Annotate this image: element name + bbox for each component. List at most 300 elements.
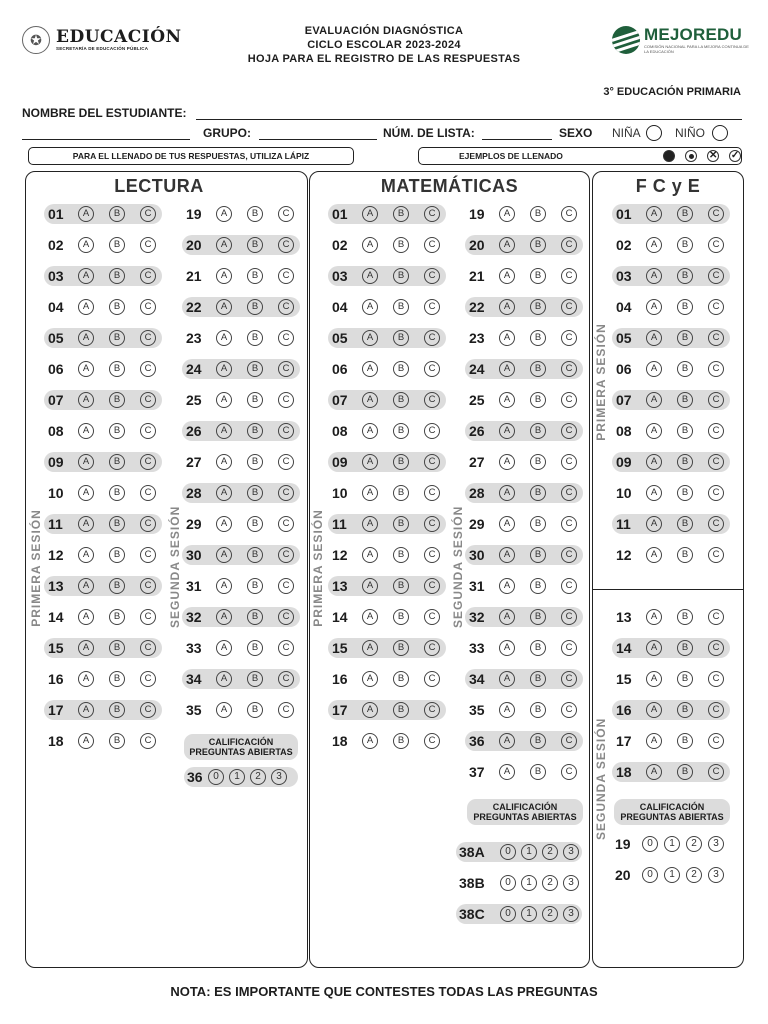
option-c-bubble[interactable]: C (278, 516, 294, 532)
option-c-bubble[interactable]: C (278, 361, 294, 377)
option-b-bubble[interactable]: B (393, 702, 409, 718)
option-b-bubble[interactable]: B (247, 237, 263, 253)
option-a-bubble[interactable]: A (78, 733, 94, 749)
option-a-bubble[interactable]: A (646, 733, 662, 749)
option-b-bubble[interactable]: B (247, 516, 263, 532)
option-c-bubble[interactable]: C (561, 423, 577, 439)
option-b-bubble[interactable]: B (393, 330, 409, 346)
option-c-bubble[interactable]: C (278, 237, 294, 253)
option-c-bubble[interactable]: C (708, 206, 724, 222)
option-c-bubble[interactable]: C (561, 764, 577, 780)
option-b-bubble[interactable]: B (530, 516, 546, 532)
option-a-bubble[interactable]: A (499, 640, 515, 656)
option-c-bubble[interactable]: C (708, 268, 724, 284)
option-b-bubble[interactable]: B (530, 671, 546, 687)
option-a-bubble[interactable]: A (499, 733, 515, 749)
score-0-bubble[interactable]: 0 (642, 867, 658, 883)
score-2-bubble[interactable]: 2 (250, 769, 266, 785)
score-0-bubble[interactable]: 0 (500, 844, 516, 860)
option-a-bubble[interactable]: A (216, 547, 232, 563)
sex-option-nina-bubble[interactable] (646, 125, 662, 141)
option-c-bubble[interactable]: C (424, 578, 440, 594)
option-a-bubble[interactable]: A (216, 206, 232, 222)
option-c-bubble[interactable]: C (424, 361, 440, 377)
option-c-bubble[interactable]: C (424, 671, 440, 687)
option-c-bubble[interactable]: C (424, 733, 440, 749)
option-c-bubble[interactable]: C (708, 485, 724, 501)
option-a-bubble[interactable]: A (499, 485, 515, 501)
option-b-bubble[interactable]: B (530, 423, 546, 439)
option-c-bubble[interactable]: C (561, 361, 577, 377)
option-c-bubble[interactable]: C (708, 237, 724, 253)
option-b-bubble[interactable]: B (677, 547, 693, 563)
option-a-bubble[interactable]: A (78, 206, 94, 222)
option-b-bubble[interactable]: B (530, 702, 546, 718)
option-b-bubble[interactable]: B (530, 485, 546, 501)
option-b-bubble[interactable]: B (393, 361, 409, 377)
option-b-bubble[interactable]: B (677, 671, 693, 687)
option-c-bubble[interactable]: C (561, 733, 577, 749)
option-b-bubble[interactable]: B (247, 702, 263, 718)
option-c-bubble[interactable]: C (424, 423, 440, 439)
option-b-bubble[interactable]: B (677, 702, 693, 718)
option-b-bubble[interactable]: B (247, 547, 263, 563)
option-c-bubble[interactable]: C (278, 299, 294, 315)
option-c-bubble[interactable]: C (278, 640, 294, 656)
option-b-bubble[interactable]: B (677, 392, 693, 408)
score-1-bubble[interactable]: 1 (521, 906, 537, 922)
option-c-bubble[interactable]: C (561, 516, 577, 532)
option-a-bubble[interactable]: A (78, 423, 94, 439)
option-b-bubble[interactable]: B (393, 640, 409, 656)
option-c-bubble[interactable]: C (561, 237, 577, 253)
option-a-bubble[interactable]: A (499, 330, 515, 346)
option-c-bubble[interactable]: C (278, 609, 294, 625)
option-b-bubble[interactable]: B (677, 764, 693, 780)
option-a-bubble[interactable]: A (646, 609, 662, 625)
option-a-bubble[interactable]: A (646, 671, 662, 687)
option-a-bubble[interactable]: A (499, 454, 515, 470)
option-a-bubble[interactable]: A (499, 516, 515, 532)
option-b-bubble[interactable]: B (109, 361, 125, 377)
option-c-bubble[interactable]: C (140, 423, 156, 439)
option-b-bubble[interactable]: B (677, 361, 693, 377)
option-a-bubble[interactable]: A (499, 206, 515, 222)
option-b-bubble[interactable]: B (247, 578, 263, 594)
score-1-bubble[interactable]: 1 (521, 844, 537, 860)
option-b-bubble[interactable]: B (677, 206, 693, 222)
option-a-bubble[interactable]: A (216, 640, 232, 656)
option-b-bubble[interactable]: B (677, 609, 693, 625)
option-c-bubble[interactable]: C (708, 423, 724, 439)
option-a-bubble[interactable]: A (78, 237, 94, 253)
option-b-bubble[interactable]: B (109, 516, 125, 532)
option-c-bubble[interactable]: C (708, 330, 724, 346)
option-c-bubble[interactable]: C (708, 454, 724, 470)
score-2-bubble[interactable]: 2 (542, 844, 558, 860)
score-2-bubble[interactable]: 2 (686, 836, 702, 852)
option-a-bubble[interactable]: A (78, 702, 94, 718)
score-2-bubble[interactable]: 2 (542, 906, 558, 922)
option-c-bubble[interactable]: C (140, 454, 156, 470)
option-a-bubble[interactable]: A (646, 640, 662, 656)
option-b-bubble[interactable]: B (677, 237, 693, 253)
option-a-bubble[interactable]: A (362, 392, 378, 408)
option-a-bubble[interactable]: A (362, 299, 378, 315)
option-a-bubble[interactable]: A (646, 268, 662, 284)
option-a-bubble[interactable]: A (362, 361, 378, 377)
option-b-bubble[interactable]: B (109, 733, 125, 749)
option-b-bubble[interactable]: B (677, 423, 693, 439)
score-3-bubble[interactable]: 3 (563, 844, 579, 860)
option-c-bubble[interactable]: C (561, 454, 577, 470)
option-c-bubble[interactable]: C (424, 206, 440, 222)
option-b-bubble[interactable]: B (393, 578, 409, 594)
score-1-bubble[interactable]: 1 (521, 875, 537, 891)
option-b-bubble[interactable]: B (530, 454, 546, 470)
option-c-bubble[interactable]: C (140, 361, 156, 377)
option-a-bubble[interactable]: A (216, 702, 232, 718)
option-a-bubble[interactable]: A (362, 671, 378, 687)
option-a-bubble[interactable]: A (646, 361, 662, 377)
option-c-bubble[interactable]: C (140, 640, 156, 656)
option-a-bubble[interactable]: A (216, 299, 232, 315)
option-a-bubble[interactable]: A (646, 764, 662, 780)
option-c-bubble[interactable]: C (708, 733, 724, 749)
option-a-bubble[interactable]: A (646, 423, 662, 439)
option-a-bubble[interactable]: A (216, 392, 232, 408)
option-c-bubble[interactable]: C (708, 640, 724, 656)
option-b-bubble[interactable]: B (530, 330, 546, 346)
option-b-bubble[interactable]: B (393, 237, 409, 253)
option-a-bubble[interactable]: A (499, 361, 515, 377)
option-a-bubble[interactable]: A (646, 330, 662, 346)
option-c-bubble[interactable]: C (424, 485, 440, 501)
option-c-bubble[interactable]: C (140, 578, 156, 594)
option-a-bubble[interactable]: A (362, 578, 378, 594)
option-a-bubble[interactable]: A (646, 299, 662, 315)
option-c-bubble[interactable]: C (140, 609, 156, 625)
list-number-field[interactable] (482, 139, 552, 140)
option-a-bubble[interactable]: A (362, 516, 378, 532)
option-c-bubble[interactable]: C (140, 299, 156, 315)
score-3-bubble[interactable]: 3 (708, 867, 724, 883)
option-a-bubble[interactable]: A (216, 454, 232, 470)
option-b-bubble[interactable]: B (530, 578, 546, 594)
option-b-bubble[interactable]: B (530, 733, 546, 749)
option-a-bubble[interactable]: A (362, 485, 378, 501)
option-b-bubble[interactable]: B (247, 361, 263, 377)
option-b-bubble[interactable]: B (109, 237, 125, 253)
option-b-bubble[interactable]: B (393, 547, 409, 563)
option-a-bubble[interactable]: A (362, 268, 378, 284)
option-a-bubble[interactable]: A (216, 361, 232, 377)
option-c-bubble[interactable]: C (278, 578, 294, 594)
option-c-bubble[interactable]: C (708, 361, 724, 377)
option-c-bubble[interactable]: C (424, 547, 440, 563)
option-c-bubble[interactable]: C (708, 702, 724, 718)
option-b-bubble[interactable]: B (247, 330, 263, 346)
option-a-bubble[interactable]: A (78, 671, 94, 687)
option-b-bubble[interactable]: B (393, 268, 409, 284)
option-b-bubble[interactable]: B (109, 392, 125, 408)
option-b-bubble[interactable]: B (109, 299, 125, 315)
option-b-bubble[interactable]: B (677, 640, 693, 656)
option-b-bubble[interactable]: B (530, 206, 546, 222)
option-c-bubble[interactable]: C (278, 671, 294, 687)
option-b-bubble[interactable]: B (530, 299, 546, 315)
option-c-bubble[interactable]: C (140, 330, 156, 346)
option-c-bubble[interactable]: C (278, 547, 294, 563)
option-b-bubble[interactable]: B (677, 516, 693, 532)
option-a-bubble[interactable]: A (216, 671, 232, 687)
option-b-bubble[interactable]: B (247, 268, 263, 284)
option-a-bubble[interactable]: A (499, 423, 515, 439)
option-c-bubble[interactable]: C (561, 392, 577, 408)
score-2-bubble[interactable]: 2 (686, 867, 702, 883)
option-a-bubble[interactable]: A (216, 516, 232, 532)
score-3-bubble[interactable]: 3 (271, 769, 287, 785)
option-b-bubble[interactable]: B (247, 392, 263, 408)
option-c-bubble[interactable]: C (424, 454, 440, 470)
option-c-bubble[interactable]: C (278, 702, 294, 718)
option-c-bubble[interactable]: C (278, 485, 294, 501)
option-a-bubble[interactable]: A (362, 640, 378, 656)
option-a-bubble[interactable]: A (499, 237, 515, 253)
option-a-bubble[interactable]: A (499, 547, 515, 563)
option-b-bubble[interactable]: B (677, 268, 693, 284)
score-3-bubble[interactable]: 3 (708, 836, 724, 852)
option-a-bubble[interactable]: A (646, 237, 662, 253)
score-1-bubble[interactable]: 1 (229, 769, 245, 785)
option-b-bubble[interactable]: B (530, 640, 546, 656)
option-a-bubble[interactable]: A (216, 237, 232, 253)
option-a-bubble[interactable]: A (499, 764, 515, 780)
option-a-bubble[interactable]: A (499, 609, 515, 625)
option-a-bubble[interactable]: A (646, 206, 662, 222)
option-a-bubble[interactable]: A (78, 485, 94, 501)
option-b-bubble[interactable]: B (393, 299, 409, 315)
score-0-bubble[interactable]: 0 (642, 836, 658, 852)
option-b-bubble[interactable]: B (393, 392, 409, 408)
option-a-bubble[interactable]: A (362, 206, 378, 222)
option-a-bubble[interactable]: A (646, 392, 662, 408)
option-c-bubble[interactable]: C (708, 764, 724, 780)
option-c-bubble[interactable]: C (561, 609, 577, 625)
option-b-bubble[interactable]: B (393, 206, 409, 222)
option-a-bubble[interactable]: A (646, 547, 662, 563)
option-c-bubble[interactable]: C (424, 609, 440, 625)
option-b-bubble[interactable]: B (247, 640, 263, 656)
option-c-bubble[interactable]: C (561, 206, 577, 222)
option-c-bubble[interactable]: C (561, 702, 577, 718)
option-b-bubble[interactable]: B (109, 454, 125, 470)
option-b-bubble[interactable]: B (677, 733, 693, 749)
option-a-bubble[interactable]: A (78, 454, 94, 470)
option-c-bubble[interactable]: C (140, 702, 156, 718)
option-b-bubble[interactable]: B (393, 423, 409, 439)
option-b-bubble[interactable]: B (109, 547, 125, 563)
option-c-bubble[interactable]: C (140, 516, 156, 532)
option-c-bubble[interactable]: C (708, 671, 724, 687)
option-b-bubble[interactable]: B (393, 733, 409, 749)
option-a-bubble[interactable]: A (216, 268, 232, 284)
option-a-bubble[interactable]: A (78, 609, 94, 625)
option-a-bubble[interactable]: A (362, 547, 378, 563)
option-b-bubble[interactable]: B (530, 764, 546, 780)
option-c-bubble[interactable]: C (561, 578, 577, 594)
option-b-bubble[interactable]: B (530, 609, 546, 625)
option-c-bubble[interactable]: C (424, 640, 440, 656)
option-a-bubble[interactable]: A (78, 640, 94, 656)
score-1-bubble[interactable]: 1 (664, 867, 680, 883)
option-c-bubble[interactable]: C (424, 268, 440, 284)
option-b-bubble[interactable]: B (393, 609, 409, 625)
option-c-bubble[interactable]: C (278, 392, 294, 408)
option-b-bubble[interactable]: B (109, 671, 125, 687)
option-a-bubble[interactable]: A (499, 268, 515, 284)
option-b-bubble[interactable]: B (247, 423, 263, 439)
option-a-bubble[interactable]: A (646, 516, 662, 532)
option-b-bubble[interactable]: B (677, 454, 693, 470)
option-b-bubble[interactable]: B (109, 609, 125, 625)
option-a-bubble[interactable]: A (78, 361, 94, 377)
option-c-bubble[interactable]: C (708, 392, 724, 408)
option-a-bubble[interactable]: A (362, 609, 378, 625)
option-a-bubble[interactable]: A (78, 299, 94, 315)
option-b-bubble[interactable]: B (109, 268, 125, 284)
option-a-bubble[interactable]: A (362, 423, 378, 439)
option-b-bubble[interactable]: B (393, 516, 409, 532)
option-b-bubble[interactable]: B (109, 206, 125, 222)
option-a-bubble[interactable]: A (362, 702, 378, 718)
option-a-bubble[interactable]: A (646, 454, 662, 470)
option-c-bubble[interactable]: C (140, 485, 156, 501)
option-b-bubble[interactable]: B (247, 299, 263, 315)
option-a-bubble[interactable]: A (362, 733, 378, 749)
option-a-bubble[interactable]: A (362, 454, 378, 470)
option-b-bubble[interactable]: B (109, 423, 125, 439)
option-c-bubble[interactable]: C (140, 392, 156, 408)
option-b-bubble[interactable]: B (109, 578, 125, 594)
option-b-bubble[interactable]: B (109, 702, 125, 718)
option-a-bubble[interactable]: A (78, 547, 94, 563)
option-b-bubble[interactable]: B (247, 485, 263, 501)
option-a-bubble[interactable]: A (499, 392, 515, 408)
option-c-bubble[interactable]: C (140, 237, 156, 253)
option-c-bubble[interactable]: C (424, 392, 440, 408)
option-b-bubble[interactable]: B (530, 361, 546, 377)
option-c-bubble[interactable]: C (561, 547, 577, 563)
option-b-bubble[interactable]: B (393, 671, 409, 687)
option-b-bubble[interactable]: B (247, 454, 263, 470)
option-a-bubble[interactable]: A (499, 671, 515, 687)
option-c-bubble[interactable]: C (424, 330, 440, 346)
option-b-bubble[interactable]: B (109, 485, 125, 501)
sex-option-nino-bubble[interactable] (712, 125, 728, 141)
option-c-bubble[interactable]: C (708, 547, 724, 563)
option-a-bubble[interactable]: A (499, 702, 515, 718)
option-c-bubble[interactable]: C (561, 268, 577, 284)
student-name-field[interactable] (196, 119, 742, 120)
option-c-bubble[interactable]: C (561, 485, 577, 501)
option-a-bubble[interactable]: A (216, 485, 232, 501)
option-b-bubble[interactable]: B (393, 485, 409, 501)
option-c-bubble[interactable]: C (708, 299, 724, 315)
score-0-bubble[interactable]: 0 (208, 769, 224, 785)
student-name-field-continued[interactable] (22, 139, 190, 140)
option-a-bubble[interactable]: A (216, 423, 232, 439)
option-c-bubble[interactable]: C (424, 237, 440, 253)
option-c-bubble[interactable]: C (278, 454, 294, 470)
option-a-bubble[interactable]: A (362, 237, 378, 253)
option-a-bubble[interactable]: A (78, 578, 94, 594)
option-c-bubble[interactable]: C (424, 299, 440, 315)
option-b-bubble[interactable]: B (530, 268, 546, 284)
option-c-bubble[interactable]: C (708, 516, 724, 532)
option-c-bubble[interactable]: C (561, 640, 577, 656)
option-b-bubble[interactable]: B (677, 485, 693, 501)
option-b-bubble[interactable]: B (247, 206, 263, 222)
option-c-bubble[interactable]: C (708, 609, 724, 625)
option-b-bubble[interactable]: B (393, 454, 409, 470)
score-1-bubble[interactable]: 1 (664, 836, 680, 852)
option-b-bubble[interactable]: B (530, 392, 546, 408)
score-0-bubble[interactable]: 0 (500, 906, 516, 922)
option-c-bubble[interactable]: C (140, 547, 156, 563)
option-a-bubble[interactable]: A (216, 330, 232, 346)
option-b-bubble[interactable]: B (247, 671, 263, 687)
option-c-bubble[interactable]: C (424, 702, 440, 718)
score-2-bubble[interactable]: 2 (542, 875, 558, 891)
option-a-bubble[interactable]: A (78, 392, 94, 408)
option-c-bubble[interactable]: C (561, 671, 577, 687)
option-c-bubble[interactable]: C (561, 299, 577, 315)
option-a-bubble[interactable]: A (216, 578, 232, 594)
option-b-bubble[interactable]: B (247, 609, 263, 625)
score-3-bubble[interactable]: 3 (563, 906, 579, 922)
option-b-bubble[interactable]: B (109, 640, 125, 656)
option-c-bubble[interactable]: C (140, 206, 156, 222)
option-a-bubble[interactable]: A (499, 578, 515, 594)
option-a-bubble[interactable]: A (78, 330, 94, 346)
option-c-bubble[interactable]: C (140, 733, 156, 749)
option-c-bubble[interactable]: C (140, 268, 156, 284)
group-field[interactable] (259, 139, 377, 140)
option-a-bubble[interactable]: A (362, 330, 378, 346)
option-a-bubble[interactable]: A (646, 485, 662, 501)
option-a-bubble[interactable]: A (499, 299, 515, 315)
option-c-bubble[interactable]: C (278, 268, 294, 284)
option-a-bubble[interactable]: A (216, 609, 232, 625)
option-c-bubble[interactable]: C (424, 516, 440, 532)
option-b-bubble[interactable]: B (530, 237, 546, 253)
score-3-bubble[interactable]: 3 (563, 875, 579, 891)
option-c-bubble[interactable]: C (278, 423, 294, 439)
score-0-bubble[interactable]: 0 (500, 875, 516, 891)
option-b-bubble[interactable]: B (677, 299, 693, 315)
option-c-bubble[interactable]: C (278, 330, 294, 346)
option-a-bubble[interactable]: A (78, 516, 94, 532)
option-b-bubble[interactable]: B (530, 547, 546, 563)
option-a-bubble[interactable]: A (646, 702, 662, 718)
option-c-bubble[interactable]: C (561, 330, 577, 346)
option-a-bubble[interactable]: A (78, 268, 94, 284)
option-c-bubble[interactable]: C (278, 206, 294, 222)
option-b-bubble[interactable]: B (677, 330, 693, 346)
option-c-bubble[interactable]: C (140, 671, 156, 687)
option-b-bubble[interactable]: B (109, 330, 125, 346)
